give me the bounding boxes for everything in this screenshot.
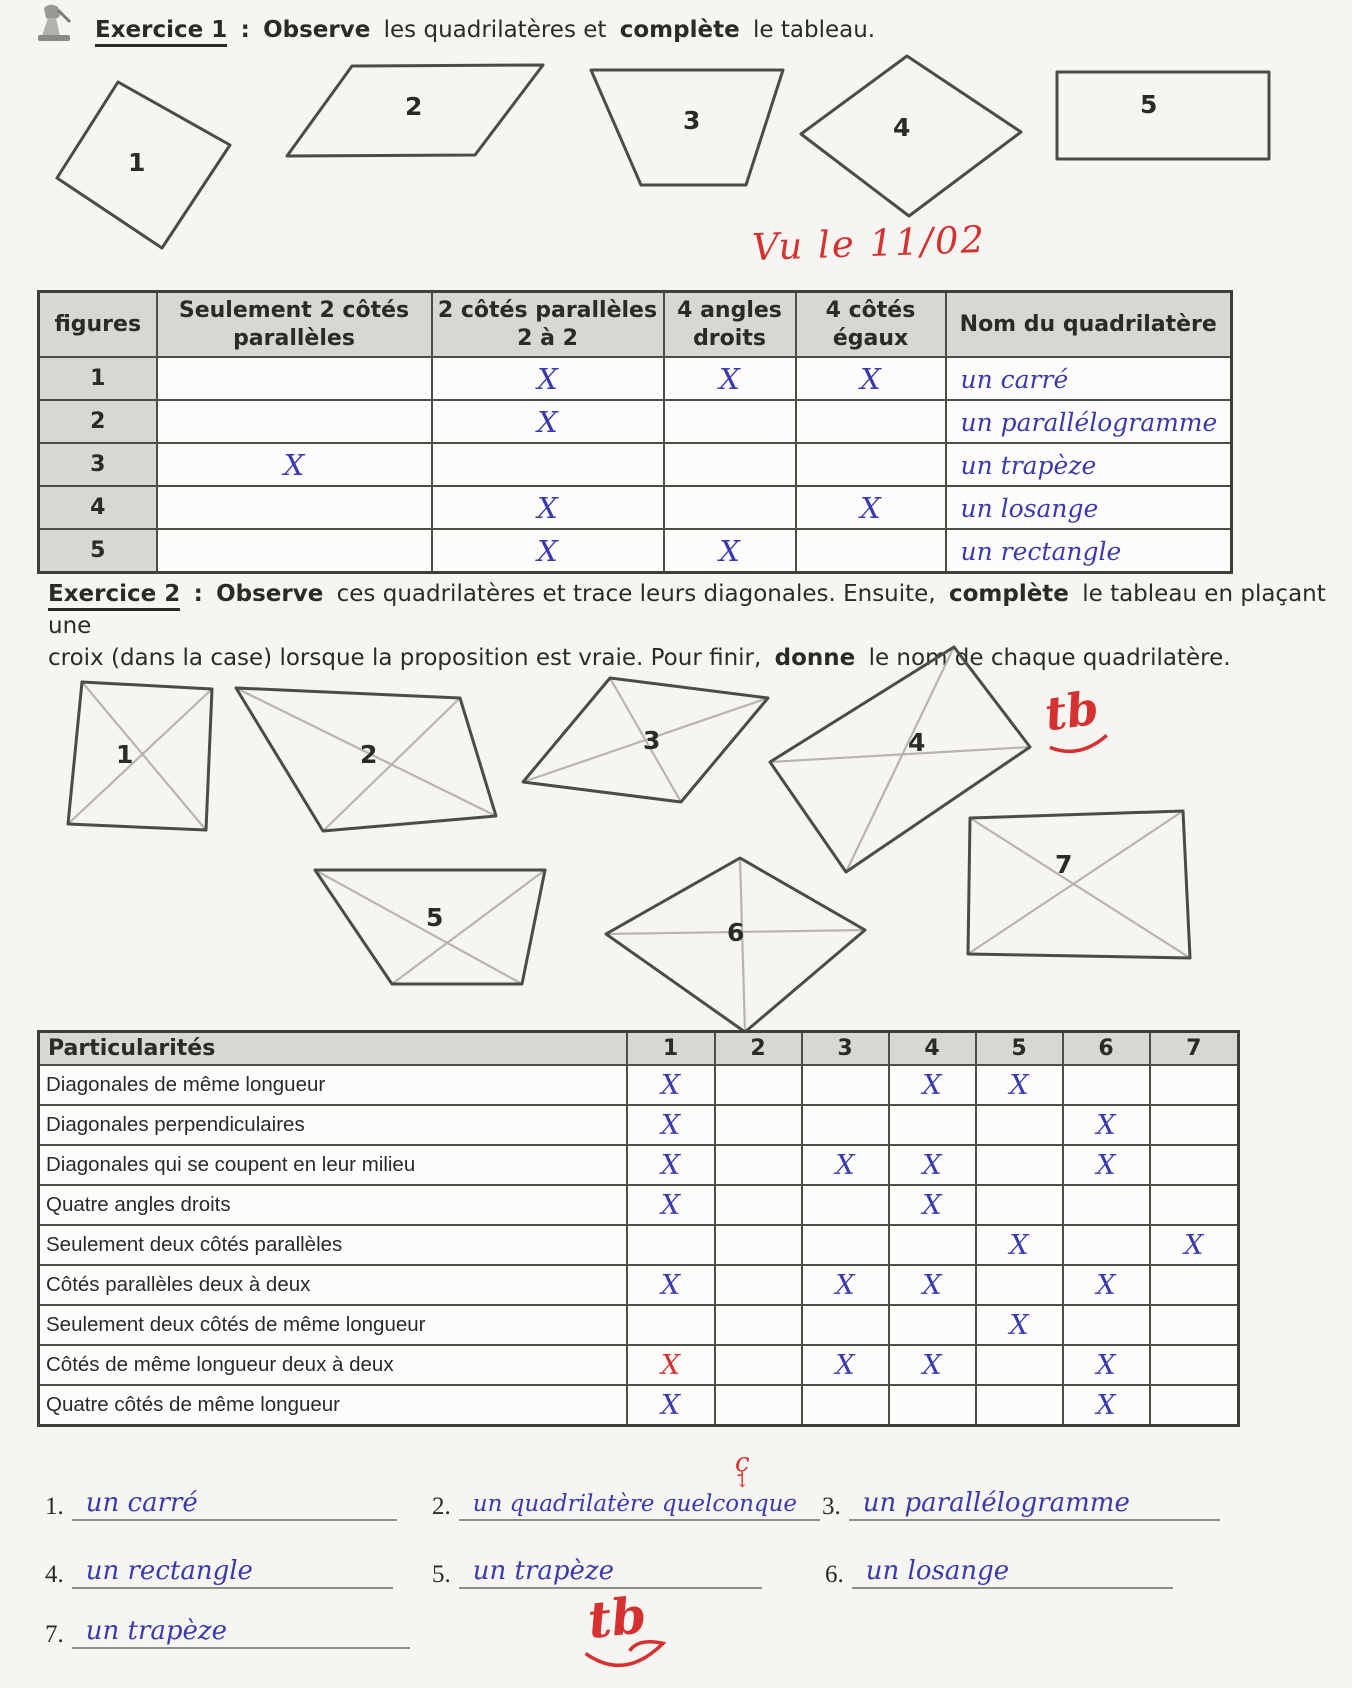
- x-mark-cell: X: [976, 1305, 1063, 1345]
- x-mark-cell: [1063, 1065, 1150, 1105]
- t2-row-label: Diagonales qui se coupent en leur milieu: [39, 1145, 627, 1185]
- x-mark-cell: [1150, 1105, 1239, 1145]
- exercise1-instruction: le tableau.: [753, 17, 876, 43]
- ex2-shape-3-label: 3: [643, 726, 661, 755]
- t2-row: [39, 1065, 1239, 1105]
- answer-number: 1.: [45, 1493, 64, 1520]
- x-mark-cell: [976, 1345, 1063, 1385]
- x-mark-cell: X: [976, 1225, 1063, 1265]
- x-mark-cell: [157, 486, 432, 529]
- x-mark-cell: [715, 1105, 802, 1145]
- x-mark-cell: [889, 1305, 976, 1345]
- ex1-shape-3-label: 3: [683, 106, 701, 135]
- exercise1-title: Exercice 1: [95, 17, 227, 47]
- x-mark-cell: [157, 400, 432, 443]
- x-mark-cell: X: [432, 400, 664, 443]
- answer-7: [45, 1616, 410, 1649]
- ex1-shape-2-label: 2: [405, 92, 423, 121]
- x-mark-cell: X: [889, 1265, 976, 1305]
- x-mark-cell: [627, 1305, 715, 1345]
- answer-number: 4.: [45, 1561, 64, 1588]
- t2-row: [39, 1145, 1239, 1185]
- t1-header-nom: Nom du quadrilatère: [946, 292, 1232, 358]
- answer-2: [432, 1488, 820, 1521]
- grade-mark-flourish: [576, 1632, 676, 1688]
- x-mark-cell: X: [627, 1385, 715, 1426]
- ex2-shape-7-label: 7: [1055, 850, 1073, 879]
- x-mark-cell: X: [889, 1185, 976, 1225]
- t2-row: [39, 1185, 1239, 1225]
- t1-figure: 4: [39, 486, 157, 529]
- x-mark-cell: X: [802, 1265, 889, 1305]
- x-mark-cell: [157, 529, 432, 573]
- exercise2-title: Exercice 2: [48, 581, 180, 611]
- x-mark-cell: [802, 1385, 889, 1426]
- x-mark-cell: [1063, 1305, 1150, 1345]
- x-mark-cell: [802, 1065, 889, 1105]
- x-mark-cell: [796, 443, 946, 486]
- t2-header-particularites: Particularités: [39, 1032, 627, 1066]
- x-mark-cell: [157, 357, 432, 400]
- answer-6: [825, 1556, 1173, 1589]
- x-mark-cell: X: [889, 1065, 976, 1105]
- answer-number: 2.: [432, 1493, 451, 1520]
- x-mark-cell: [715, 1145, 802, 1185]
- ex1-shape-4-rhombus: [795, 50, 1027, 222]
- exercise2-instruction: le tableau en plaçant une: [48, 581, 1326, 640]
- t1-header-seulement: Seulement 2 côtés parallèles: [157, 292, 432, 358]
- x-mark-cell: [802, 1305, 889, 1345]
- ex1-shape-4-label: 4: [893, 113, 911, 142]
- handwritten-name: un trapèze: [946, 443, 1232, 486]
- x-mark-cell: [715, 1065, 802, 1105]
- x-mark-cell: X: [976, 1065, 1063, 1105]
- t2-row-label: Seulement deux côtés parallèles: [39, 1225, 627, 1265]
- x-mark-cell: [976, 1105, 1063, 1145]
- x-mark-cell: [1150, 1065, 1239, 1105]
- x-mark-cell: X: [432, 486, 664, 529]
- x-mark-cell: X: [627, 1105, 715, 1145]
- x-mark-cell: [664, 400, 796, 443]
- x-mark-cell: X: [432, 357, 664, 400]
- ex2-shape-6-label: 6: [727, 918, 745, 947]
- ex2-shape-1-square: [60, 672, 225, 842]
- exercise1-header: [95, 14, 1295, 46]
- x-mark-cell: [1063, 1185, 1150, 1225]
- x-mark-cell: [889, 1385, 976, 1426]
- teacher-correction: [735, 1448, 750, 1493]
- x-mark-cell: X: [664, 529, 796, 573]
- x-mark-cell: X: [1063, 1345, 1150, 1385]
- handwritten-answer: un rectangle: [85, 1556, 253, 1586]
- x-mark-cell: X: [889, 1345, 976, 1385]
- correction-letter: ç: [735, 1448, 750, 1478]
- t2-row-label: Seulement deux côtés de même longueur: [39, 1305, 627, 1345]
- ex2-shape-4-label: 4: [908, 728, 926, 757]
- grade-mark-text: tb: [1041, 680, 1102, 742]
- x-mark-cell: [976, 1145, 1063, 1185]
- teacher-grade-mark: [1042, 681, 1102, 742]
- x-mark-cell: X: [627, 1265, 715, 1305]
- ex2-shape-2-label: 2: [360, 740, 378, 769]
- t2-header-col: 2: [715, 1032, 802, 1066]
- x-mark-cell: [1150, 1305, 1239, 1345]
- exercise1-instruction: les quadrilatères et: [383, 17, 607, 43]
- x-mark-cell: X: [1063, 1265, 1150, 1305]
- x-mark-cell: X: [664, 357, 796, 400]
- ex1-shape-5-rectangle: [1053, 68, 1275, 165]
- ex2-shape-1-label: 1: [116, 740, 134, 769]
- answer-number: 3.: [822, 1493, 841, 1520]
- x-mark-cell: [432, 443, 664, 486]
- t2-row: [39, 1345, 1239, 1385]
- x-mark-cell: [976, 1265, 1063, 1305]
- handwritten-answer: un trapèze: [472, 1556, 614, 1586]
- t2-header-col: 7: [1150, 1032, 1239, 1066]
- t1-figure: 5: [39, 529, 157, 573]
- answer-4: [45, 1556, 393, 1589]
- t2-row-label: Quatre côtés de même longueur: [39, 1385, 627, 1426]
- handwritten-name: un rectangle: [946, 529, 1232, 573]
- exercise2-instruction: croix (dans la case) lorsque la proposition est vraie. Pour finir,: [48, 645, 762, 672]
- t2-row: [39, 1265, 1239, 1305]
- t1-header-figures: figures: [39, 292, 157, 358]
- x-mark-cell: X: [432, 529, 664, 573]
- handwritten-answer: un losange: [865, 1556, 1010, 1586]
- t2-header-row: [39, 1032, 1239, 1066]
- t1-row-5: [39, 529, 1232, 573]
- t1-row-4: [39, 486, 1232, 529]
- t1-figure: 3: [39, 443, 157, 486]
- ex2-shape-5-label: 5: [426, 903, 444, 932]
- handwritten-name: un carré: [946, 357, 1232, 400]
- t1-header-2a2: 2 côtés parallèles 2 à 2: [432, 292, 664, 358]
- ex2-shape-7-trapezoid: [958, 806, 1200, 968]
- t2-header-col: 5: [976, 1032, 1063, 1066]
- t2-header-col: 1: [627, 1032, 715, 1066]
- x-mark-cell: [715, 1185, 802, 1225]
- x-mark-cell: [664, 486, 796, 529]
- exercise1-colon: :: [240, 17, 250, 43]
- t2-row: [39, 1305, 1239, 1345]
- x-mark-cell-red: X: [627, 1345, 715, 1385]
- x-mark-cell: [715, 1385, 802, 1426]
- handwritten-answer: un carré: [85, 1488, 198, 1518]
- exercise2-instruction-bold: Observe: [216, 581, 324, 607]
- t2-row-label: Côtés de même longueur deux à deux: [39, 1345, 627, 1385]
- x-mark-cell: [1150, 1145, 1239, 1185]
- ex1-shape-1-label: 1: [128, 148, 146, 177]
- x-mark-cell: [715, 1265, 802, 1305]
- x-mark-cell: X: [802, 1145, 889, 1185]
- x-mark-cell: [802, 1105, 889, 1145]
- t2-header-col: 4: [889, 1032, 976, 1066]
- x-mark-cell: [715, 1345, 802, 1385]
- x-mark-cell: X: [1150, 1225, 1239, 1265]
- x-mark-cell: X: [627, 1065, 715, 1105]
- x-mark-cell: [1150, 1385, 1239, 1426]
- answer-number: 7.: [45, 1621, 64, 1648]
- answer-number: 5.: [432, 1561, 451, 1588]
- x-mark-cell: [1150, 1265, 1239, 1305]
- t2-row: [39, 1105, 1239, 1145]
- t1-row-1: [39, 357, 1232, 400]
- handwritten-answer: un quadrilatère quelconque: [472, 1491, 798, 1517]
- x-mark-cell: [889, 1105, 976, 1145]
- x-mark-cell: X: [157, 443, 432, 486]
- x-mark-cell: [976, 1385, 1063, 1426]
- x-mark-cell: X: [1063, 1105, 1150, 1145]
- t1-row-2: [39, 400, 1232, 443]
- handwritten-name: un losange: [946, 486, 1232, 529]
- x-mark-cell: [802, 1185, 889, 1225]
- t2-row-label: Quatre angles droits: [39, 1185, 627, 1225]
- x-mark-cell: [1063, 1225, 1150, 1265]
- t1-figure: 1: [39, 357, 157, 400]
- t2-header-col: 6: [1063, 1032, 1150, 1066]
- x-mark-cell: X: [627, 1185, 715, 1225]
- exercise2-header: [48, 578, 1328, 675]
- answer-3: [822, 1488, 1220, 1521]
- t1-figure: 2: [39, 400, 157, 443]
- x-mark-cell: X: [796, 486, 946, 529]
- t1-header-angles: 4 angles droits: [664, 292, 796, 358]
- exercise2-table: [37, 1030, 1240, 1427]
- x-mark-cell: X: [796, 357, 946, 400]
- handwritten-answer: un trapèze: [85, 1616, 227, 1646]
- x-mark-cell: X: [802, 1345, 889, 1385]
- answer-number: 6.: [825, 1561, 844, 1588]
- exercise2-instruction-bold: donne: [774, 645, 856, 672]
- handwritten-answer: un parallélogramme: [862, 1488, 1130, 1518]
- x-mark-cell: [976, 1185, 1063, 1225]
- grade-mark-text: tb: [585, 1585, 649, 1650]
- t1-row-3: [39, 443, 1232, 486]
- x-mark-cell: [715, 1225, 802, 1265]
- clipart-icon: [30, 2, 82, 46]
- answer-5: [432, 1556, 762, 1589]
- x-mark-cell: X: [1063, 1385, 1150, 1426]
- t2-row: [39, 1225, 1239, 1265]
- exercise2-instruction: le nom de chaque quadrilatère.: [868, 645, 1231, 672]
- x-mark-cell: [796, 529, 946, 573]
- teacher-date-note: Vu le 11/02: [751, 217, 987, 270]
- x-mark-cell: [664, 443, 796, 486]
- answer-1: [45, 1488, 397, 1521]
- t2-row-label: Côtés parallèles deux à deux: [39, 1265, 627, 1305]
- t1-header-row: [39, 292, 1232, 358]
- x-mark-cell: [1150, 1345, 1239, 1385]
- x-mark-cell: [1150, 1185, 1239, 1225]
- exercise2-colon: :: [193, 581, 203, 607]
- t2-row-label: Diagonales perpendiculaires: [39, 1105, 627, 1145]
- handwritten-name: un parallélogramme: [946, 400, 1232, 443]
- t2-header-col: 3: [802, 1032, 889, 1066]
- exercise1-table: [37, 290, 1233, 574]
- t2-row-label: Diagonales de même longueur: [39, 1065, 627, 1105]
- exercise2-instruction-bold: complète: [948, 581, 1069, 607]
- x-mark-cell: X: [1063, 1145, 1150, 1185]
- t2-row: [39, 1385, 1239, 1426]
- x-mark-cell: [796, 400, 946, 443]
- x-mark-cell: [715, 1305, 802, 1345]
- x-mark-cell: X: [889, 1145, 976, 1185]
- x-mark-cell: [802, 1225, 889, 1265]
- exercise1-instruction-bold: Observe: [263, 17, 371, 43]
- exercise1-instruction-bold: complète: [619, 17, 740, 43]
- x-mark-cell: [889, 1225, 976, 1265]
- x-mark-cell: [627, 1225, 715, 1265]
- teacher-grade-mark-bottom: [585, 1585, 649, 1650]
- exercise2-instruction: ces quadrilatères et trace leurs diagonales. Ensuite,: [336, 581, 936, 607]
- down-arrow-icon: ↓: [735, 1472, 750, 1493]
- t1-header-egaux: 4 côtés égaux: [796, 292, 946, 358]
- ex1-shape-5-label: 5: [1140, 90, 1158, 119]
- x-mark-cell: X: [627, 1145, 715, 1185]
